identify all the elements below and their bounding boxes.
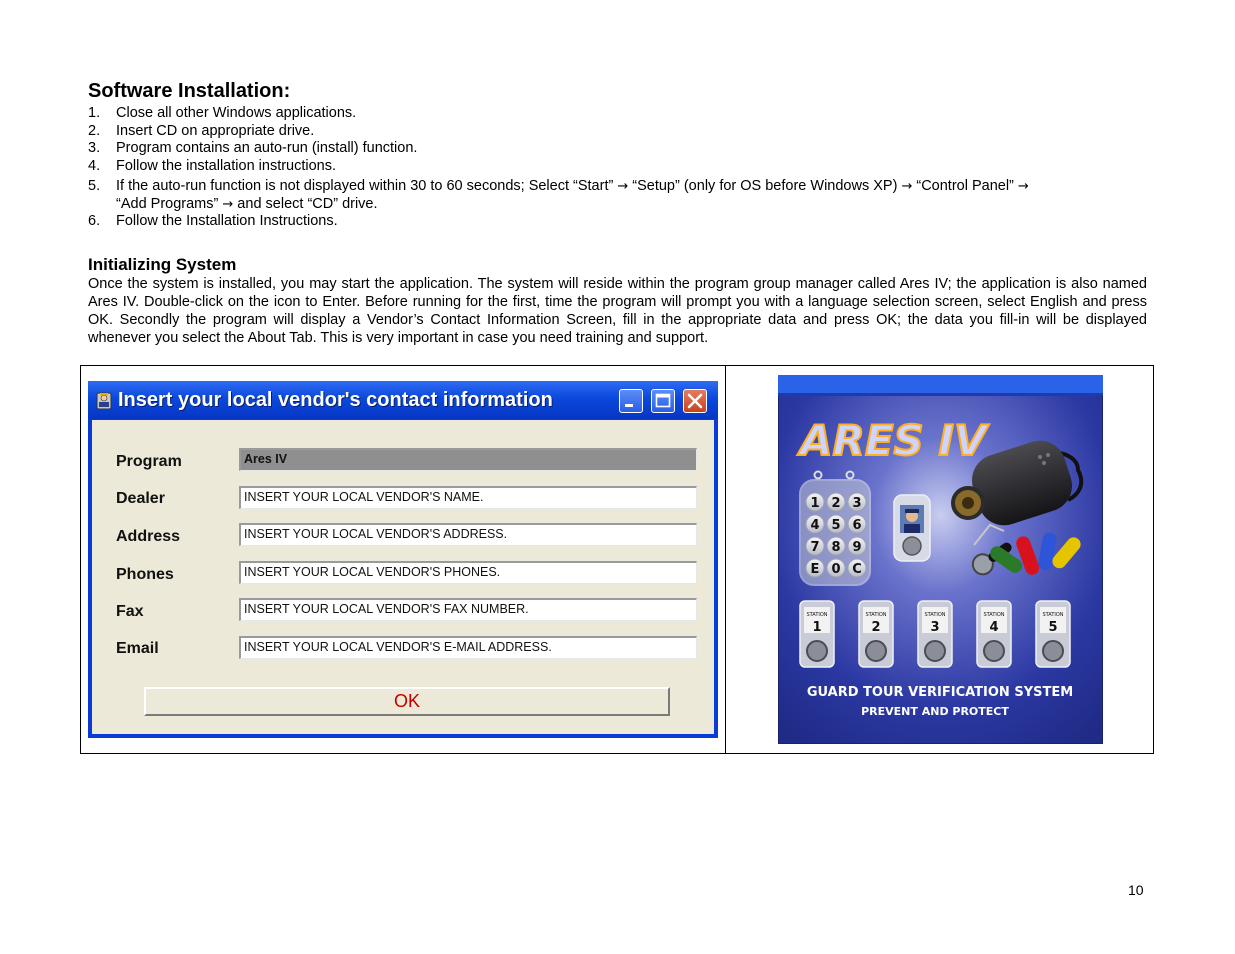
table-divider (725, 366, 726, 753)
email-label: Email (116, 640, 159, 657)
station-number: 3 (930, 620, 940, 635)
station-button (984, 641, 1004, 661)
maximize-icon (652, 390, 674, 412)
page-number: 10 (1128, 882, 1144, 898)
fax-label: Fax (116, 603, 144, 620)
step-text: “Setup” (only for OS before Windows XP) (628, 178, 902, 194)
arrow-icon: → (617, 179, 629, 194)
step-number: 2. (88, 122, 101, 139)
list-item (88, 123, 1148, 141)
station-caption: STATION (865, 612, 887, 618)
station-caption: STATION (924, 612, 946, 618)
arrow-icon: → (1017, 179, 1029, 194)
station-button (807, 641, 827, 661)
station-number: 5 (1048, 620, 1058, 635)
ok-button[interactable]: OK (144, 687, 670, 716)
init-title: Initializing System (88, 255, 237, 274)
arrow-icon: → (901, 179, 913, 194)
dialog-client (92, 420, 714, 734)
keypad-key-label: 1 (810, 496, 820, 511)
list-item (88, 105, 1148, 123)
arrow-icon: → (222, 196, 234, 212)
keypad-key-label: C (852, 562, 862, 577)
splash-image (778, 375, 1103, 744)
splash-subtagline: PREVENT AND PROTECT (861, 705, 1009, 718)
step-text: “Control Panel” (912, 178, 1018, 194)
dialog-title: Insert your local vendor's contact information (118, 389, 553, 411)
address-input[interactable]: INSERT YOUR LOCAL VENDOR'S ADDRESS. (239, 523, 697, 546)
step-text: Close all other Windows applications. (116, 105, 357, 121)
step-number: 1. (88, 105, 101, 121)
dealer-label: Dealer (116, 490, 165, 507)
installation-steps (88, 105, 1148, 231)
station-button (866, 641, 886, 661)
step-text: Follow the Installation Instructions. (116, 213, 338, 229)
step-number: 3. (88, 140, 101, 156)
splash-graphic (778, 375, 1103, 744)
dealer-input[interactable]: INSERT YOUR LOCAL VENDOR'S NAME. (239, 486, 697, 509)
list-item (88, 213, 1148, 231)
minimize-icon (620, 390, 642, 412)
address-label: Address (116, 528, 181, 545)
keypad-key-label: 0 (831, 562, 841, 577)
fax-input[interactable]: INSERT YOUR LOCAL VENDOR'S FAX NUMBER. (239, 598, 697, 621)
app-icon (94, 391, 114, 411)
dialog-titlebar[interactable] (88, 381, 718, 419)
vendor-dialog (88, 381, 718, 738)
keypad-key-label: 9 (852, 540, 862, 555)
step-number: 6. (88, 213, 101, 229)
station-number: 4 (989, 620, 999, 635)
email-input[interactable]: INSERT YOUR LOCAL VENDOR'S E-MAIL ADDRESS. (239, 636, 697, 659)
close-button[interactable] (683, 389, 707, 413)
step-number: 4. (88, 157, 101, 174)
list-item (88, 140, 1148, 158)
splash-tagline: GUARD TOUR VERIFICATION SYSTEM (806, 685, 1074, 700)
list-item (88, 178, 1148, 213)
section-title: Software Installation: (88, 80, 291, 102)
keypad-key-label: 4 (810, 518, 820, 533)
station-button (1043, 641, 1063, 661)
program-label: Program (116, 453, 182, 470)
badge-graphic (894, 495, 930, 561)
step-text: If the auto-run function is not displayed within 30 to 60 seconds; Select “Start” (116, 178, 618, 194)
keypad-key-label: 3 (852, 496, 862, 511)
step-text: “Add Programs” (116, 195, 223, 212)
minimize-button[interactable] (619, 389, 643, 413)
step-text: Program contains an auto-run (install) function. (116, 140, 418, 156)
keypad-key-label: 7 (810, 540, 820, 555)
station-button (925, 641, 945, 661)
list-item (88, 158, 1148, 176)
keypad-key-label: 8 (831, 540, 841, 555)
station-number: 2 (871, 620, 881, 635)
program-field: Ares IV (239, 448, 697, 471)
keypad-key-label: 5 (831, 518, 841, 533)
station-number: 1 (812, 620, 822, 635)
close-icon (684, 390, 706, 412)
keypad-key-label: E (810, 562, 820, 577)
station-caption: STATION (806, 612, 828, 618)
step-number: 5. (88, 178, 101, 194)
keypad-graphic (800, 472, 870, 586)
splash-logo: ARES IV (800, 416, 987, 465)
init-paragraph: Once the system is installed, you may start the application. The system will reside within the program group manager called Ares IV; the application is also named Ares IV. Double-click on the icon to Enter. Before running for the first, time the program will prompt you with a language selection screen, select English and press OK. Secondly the program will display a Vendor’s Contact Information Screen, fill in the appropriate data and press OK; the data you fill-in will be displayed whenever you select the About Tab. This is very important in case you need training and support. (88, 276, 1147, 346)
station-caption: STATION (1042, 612, 1064, 618)
step-text: Insert CD on appropriate drive. (116, 122, 315, 139)
keypad-key-label: 2 (831, 496, 841, 511)
step-text: Follow the installation instructions. (116, 157, 337, 174)
phones-input[interactable]: INSERT YOUR LOCAL VENDOR'S PHONES. (239, 561, 697, 584)
phones-label: Phones (116, 566, 174, 583)
maximize-button[interactable] (651, 389, 675, 413)
keypad-key-label: 6 (852, 518, 862, 533)
step-text: and select “CD” drive. (233, 195, 378, 212)
station-caption: STATION (983, 612, 1005, 618)
